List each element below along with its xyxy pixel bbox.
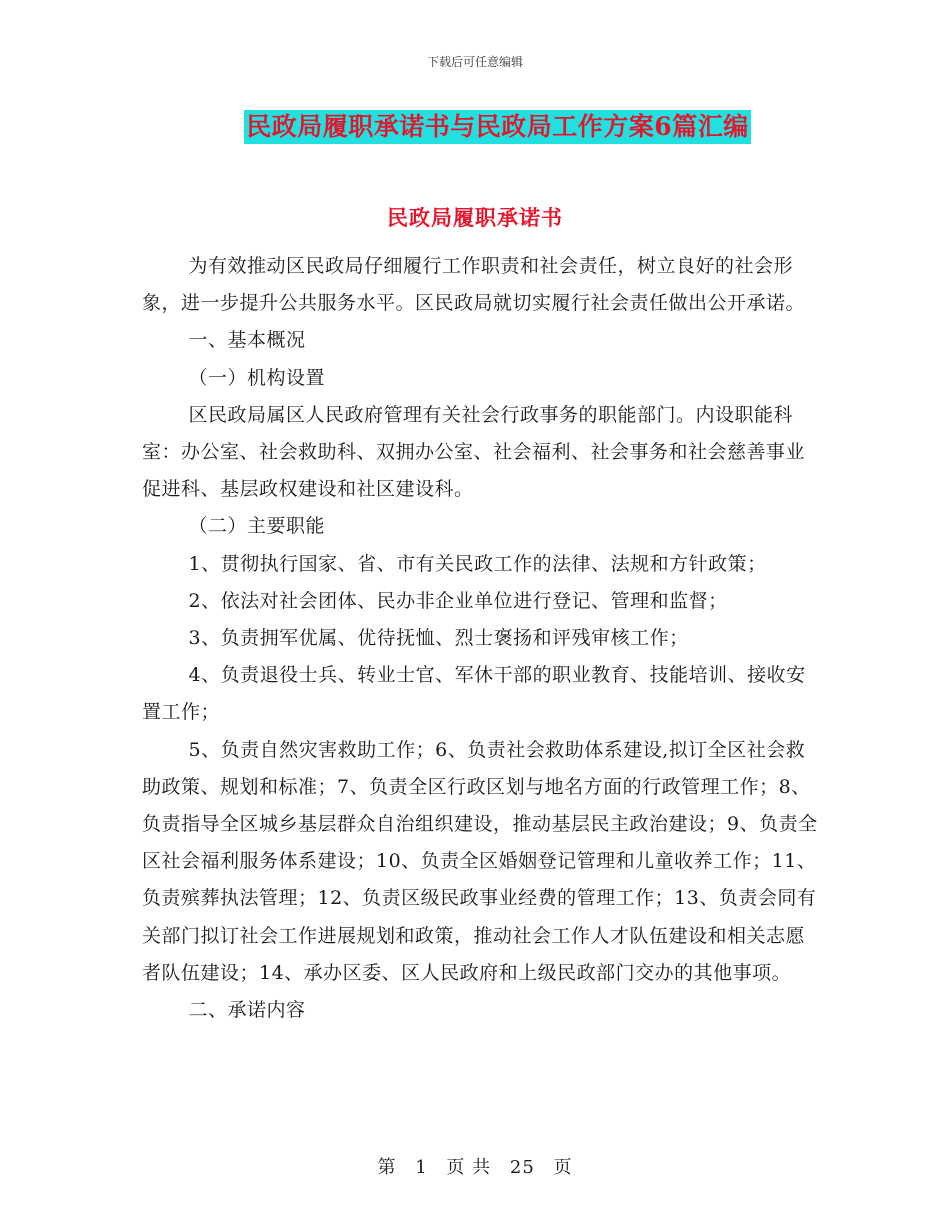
footer-suffix: 页	[553, 1157, 573, 1178]
header-note: 下载后可任意编辑	[426, 55, 523, 69]
heading-basic-overview: 一、基本概况	[188, 329, 306, 352]
heading-commitments: 二、承诺内容	[188, 999, 306, 1022]
footer-mid: 页 共	[446, 1157, 492, 1178]
section-title: 民政局履职承诺书	[387, 205, 563, 230]
page-footer	[0, 1153, 950, 1179]
function-item-2: 2、依法对社会团体、民办非企业单位进行登记、管理和监督；	[188, 589, 728, 612]
page-number: 1	[415, 1157, 428, 1178]
subheading-organization: （一）机构设置	[188, 366, 326, 389]
function-item-1: 1、贯彻执行国家、省、市有关民政工作的法律、法规和方针政策；	[188, 552, 767, 575]
document-body	[142, 248, 822, 1029]
function-item-3: 3、负责拥军优属、优待抚恤、烈士褒扬和评残审核工作；	[188, 627, 689, 650]
document-title: 民政局履职承诺书与民政局工作方案6篇汇编	[244, 110, 750, 144]
function-item-4: 4、负责退役士兵、转业士官、军休干部的职业教育、技能培训、接收安置工作；	[142, 664, 806, 724]
paragraph-intro: 为有效推动区民政局仔细履行工作职责和社会责任，树立良好的社会形象，进一步提升公共服务水平。区民政局就切实履行社会责任做出公开承诺。	[142, 255, 806, 315]
total-pages: 25	[509, 1157, 535, 1178]
subheading-functions: （二）主要职能	[188, 515, 326, 538]
paragraph-organization: 区民政局属区人民政府管理有关社会行政事务的职能部门。内设职能科室：办公室、社会救助科、双拥办公室、社会福利、社会事务和社会慈善事业促进科、基层政权建设和社区建设科。	[142, 403, 806, 501]
function-items-5-14: 5、负责自然灾害救助工作；6、负责社会救助体系建设,拟订全区社会救助政策、规划和标准；7、负责全区行政区划与地名方面的行政管理工作；8、负责指导全区城乡基层群众自治组织建设，推动基层民主政治建设；9、负责全区社会福利服务体系建设；10、负责全区婚姻登记管理和儿童收养工作；11、负责殡葬执法管理；12、负责区级民政事业经费的管理工作；13、负责会同有关部门拟订社会工作进展规划和政策，推动社会工作人才队伍建设和相关志愿者队伍建设；14、承办区委、区人民政府和上级民政部门交办的其他事项。	[142, 738, 818, 984]
document-title-container	[0, 110, 950, 144]
footer-prefix: 第	[377, 1157, 397, 1178]
